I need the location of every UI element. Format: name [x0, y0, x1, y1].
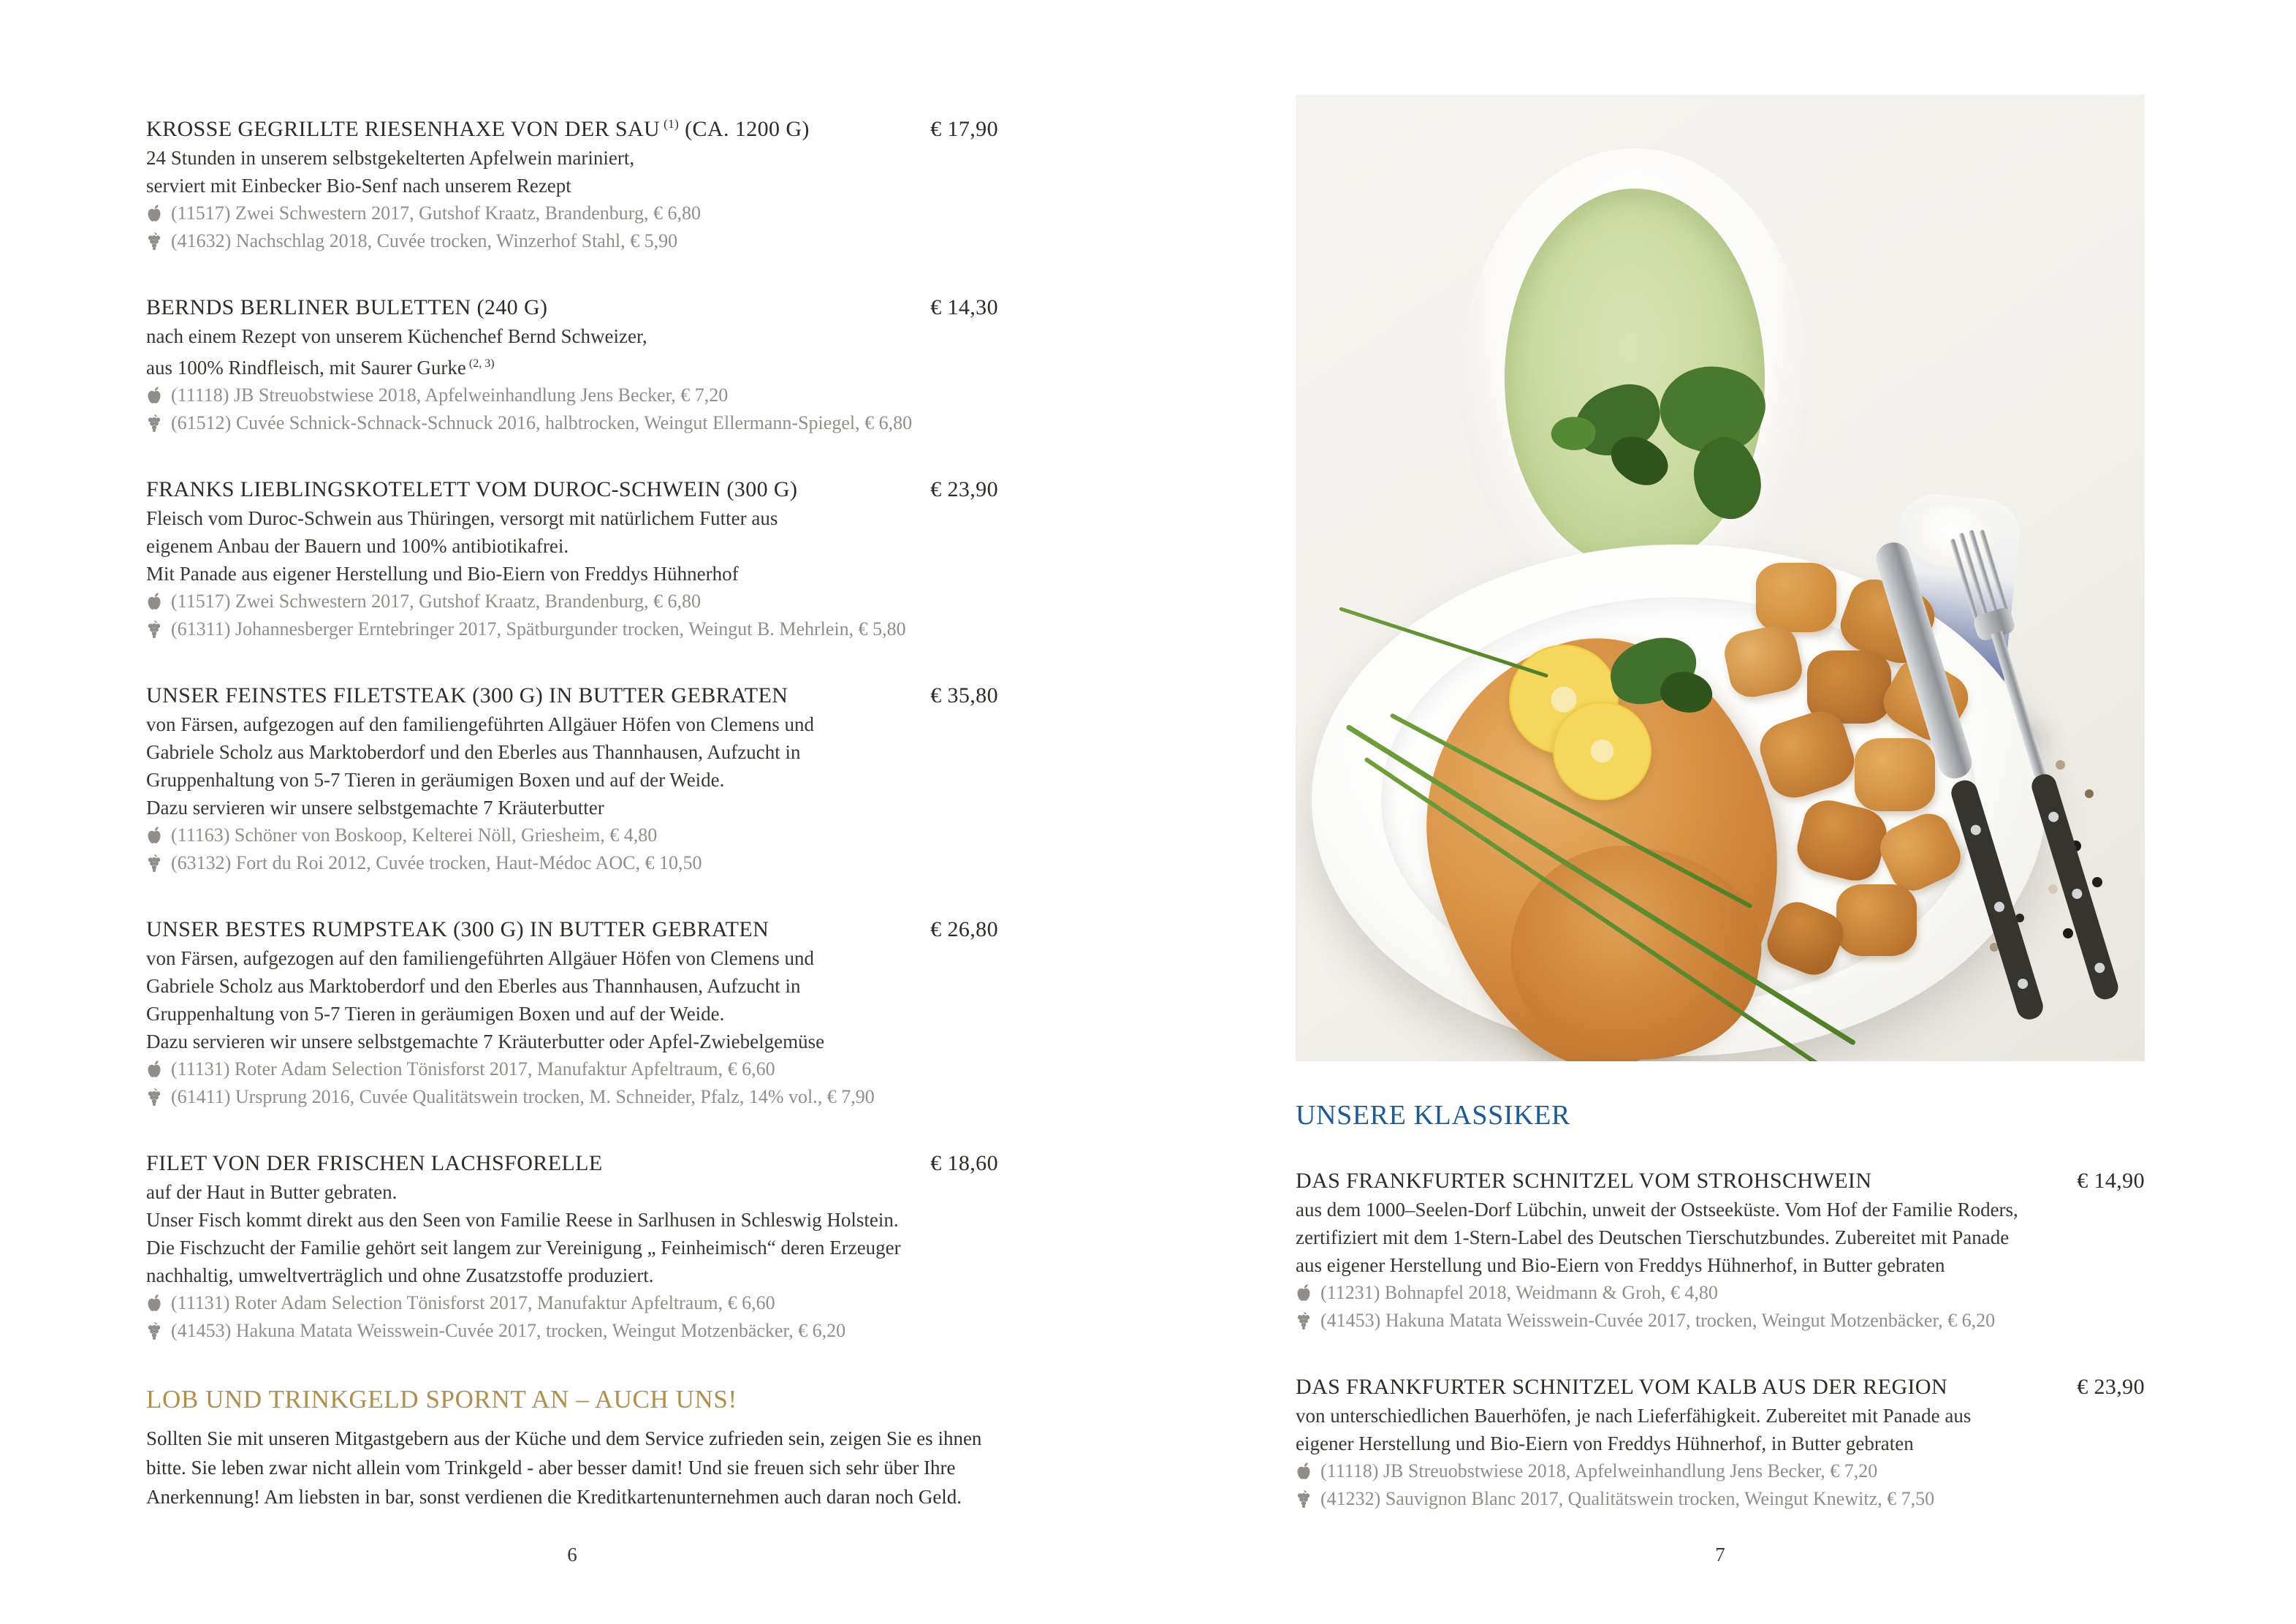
wine-pairing: [146, 615, 998, 643]
item-title-text: DAS FRANKFURTER SCHNITZEL VOM STROHSCHWEIN: [1296, 1169, 1872, 1193]
description-line: 24 Stunden in unserem selbstgekelterten Apfelwein mariniert,: [146, 147, 635, 169]
item-title-text: KROSSE GEGRILLTE RIESENHAXE VON DER SAU: [146, 117, 661, 141]
description-line: eigener Herstellung und Bio-Eiern von Freddys Hühnerhof, in Butter gebraten: [1296, 1433, 1914, 1454]
pairing-text: (61512) Cuvée Schnick-Schnack-Schnuck 2016, halbtrocken, Weingut Ellermann-Spiegel, € 6,80: [171, 412, 913, 433]
item-head: [146, 915, 998, 944]
dish-photo: [1296, 95, 2145, 1061]
description-line: von Färsen, aufgezogen auf den familiengeführten Allgäuer Höfen von Clemens und: [146, 713, 814, 735]
grapes-icon: [146, 413, 162, 433]
item-title-text: FILET VON DER FRISCHEN LACHSFORELLE: [146, 1151, 603, 1175]
pairing-text: (61411) Ursprung 2016, Cuvée Qualitätswein trocken, M. Schneider, Pfalz, 14% vol., € 7,90: [171, 1086, 875, 1107]
wine-pairing: [146, 409, 998, 437]
item-description: [146, 1178, 998, 1289]
item-head: [146, 681, 998, 710]
description-line: Fleisch vom Duroc-Schwein aus Thüringen, versorgt mit natürlichem Futter aus: [146, 507, 778, 529]
item-head: [146, 293, 998, 322]
grapes-icon: [146, 1321, 162, 1341]
item-price: € 35,80: [930, 683, 998, 707]
item-description: [1296, 1402, 2145, 1457]
item-price: € 23,90: [930, 477, 998, 501]
item-title: [146, 1149, 603, 1178]
item-title: [1296, 1166, 1871, 1196]
description-line: zertifiziert mit dem 1-Stern-Label des Deutschen Tierschutzbundes. Zubereitet mit Panade: [1296, 1226, 2010, 1248]
wine-pairing: [1296, 1485, 2145, 1513]
grapes-icon: [146, 853, 162, 873]
apple-icon: [1296, 1283, 1312, 1303]
menu-item: [146, 110, 998, 255]
item-title: [146, 915, 769, 944]
grapes-icon: [146, 619, 162, 640]
pairing-text: (11163) Schöner von Boskoop, Kelterei Nöll, Griesheim, € 4,80: [171, 824, 658, 846]
footnote-marker: (2, 3): [468, 357, 495, 370]
pairing-text: (11118) JB Streuobstwiese 2018, Apfelweinhandlung Jens Becker, € 7,20: [171, 384, 729, 406]
cider-pairing: [146, 588, 998, 615]
description-line: Gruppenhaltung von 5-7 Tieren in geräumigen Boxen und auf der Weide.: [146, 1003, 725, 1025]
pairing-text: (11131) Roter Adam Selection Tönisforst 2017, Manufaktur Apfeltraum, € 6,60: [171, 1058, 775, 1079]
item-title-weight: (CA. 1200 G): [685, 117, 810, 141]
description-line: von Färsen, aufgezogen auf den familiengeführten Allgäuer Höfen von Clemens und: [146, 947, 814, 969]
menu-item: [146, 681, 998, 877]
grapes-icon: [1296, 1310, 1312, 1331]
pairing-text: (11517) Zwei Schwestern 2017, Gutshof Kraatz, Brandenburg, € 6,80: [171, 591, 701, 612]
item-description: [146, 504, 998, 588]
pairing-text: (63132) Fort du Roi 2012, Cuvée trocken, Haut-Médoc AOC, € 10,50: [171, 852, 702, 873]
item-title: [1296, 1373, 1947, 1402]
description-line: Die Fischzucht der Familie gehört seit langem zur Vereinigung „ Feinheimisch“ deren Erzeuger: [146, 1237, 901, 1259]
item-price: € 14,90: [2077, 1169, 2145, 1193]
cider-pairing: [146, 1289, 998, 1317]
item-title-text: UNSER BESTES RUMPSTEAK (300 G) IN BUTTER GEBRATEN: [146, 917, 769, 941]
lemon-slice: [1553, 702, 1651, 800]
pairing-text: (41632) Nachschlag 2018, Cuvée trocken, Winzerhof Stahl, € 5,90: [171, 230, 678, 251]
wine-pairing: [146, 1317, 998, 1345]
menu-page-right: [1296, 95, 2145, 1551]
tip-note: [146, 1383, 998, 1511]
item-head: [146, 110, 998, 144]
item-title: [146, 475, 797, 504]
menu-page-left: [146, 110, 998, 1511]
description-line: Dazu servieren wir unsere selbstgemachte 7 Kräuterbutter oder Apfel-Zwiebelgemüse: [146, 1031, 825, 1052]
item-title: [146, 293, 547, 322]
item-description: [146, 144, 998, 200]
description-line: nachhaltig, umweltverträglich und ohne Zusatzstoffe produziert.: [146, 1264, 654, 1286]
item-description: [146, 710, 998, 822]
description-line: eigenem Anbau der Bauern und 100% antibiotikafrei.: [146, 535, 569, 557]
apple-icon: [146, 203, 162, 224]
apple-icon: [1296, 1461, 1312, 1481]
item-title-text: BERNDS BERLINER BULETTEN (240 G): [146, 295, 548, 319]
pairing-text: (41232) Sauvignon Blanc 2017, Qualitätswein trocken, Weingut Knewitz, € 7,50: [1320, 1488, 1935, 1509]
description-line: aus eigener Herstellung und Bio-Eiern von Freddys Hühnerhof, in Butter gebraten: [1296, 1254, 1945, 1276]
item-head: [146, 475, 998, 504]
item-description: [1296, 1196, 2145, 1279]
pairing-text: (11131) Roter Adam Selection Tönisforst 2017, Manufaktur Apfeltraum, € 6,60: [171, 1292, 775, 1313]
cider-pairing: [146, 822, 998, 849]
pairing-text: (11517) Zwei Schwestern 2017, Gutshof Kraatz, Brandenburg, € 6,80: [171, 202, 701, 224]
knife-blade: [1872, 539, 1976, 783]
item-price: € 26,80: [930, 917, 998, 941]
tip-line: Sollten Sie mit unseren Mitgastgebern aus der Küche und dem Service zufrieden sein, zeigen Sie es ihnen: [146, 1427, 982, 1449]
item-price: € 14,30: [930, 295, 998, 319]
pairing-text: (61311) Johannesberger Erntebringer 2017, Spätburgunder trocken, Weingut B. Mehrlein, € 5,80: [171, 618, 906, 640]
description-line: Dazu servieren wir unsere selbstgemachte 7 Kräuterbutter: [146, 797, 604, 819]
knife-handle: [1948, 777, 2046, 1022]
item-head: [1296, 1373, 2145, 1402]
item-title-text: FRANKS LIEBLINGSKOTELETT VOM DUROC-SCHWEIN (300 G): [146, 477, 798, 501]
description-line: von unterschiedlichen Bauerhöfen, je nach Lieferfähigkeit. Zubereitet mit Panade aus: [1296, 1405, 1972, 1427]
item-head: [1296, 1166, 2145, 1196]
pairing-text: (41453) Hakuna Matata Weisswein-Cuvée 2017, trocken, Weingut Motzenbäcker, € 6,20: [1320, 1310, 1996, 1331]
cider-pairing: [146, 200, 998, 227]
cider-pairing: [146, 1055, 998, 1083]
apple-icon: [146, 591, 162, 612]
menu-item: [1296, 1373, 2145, 1513]
description-line: Mit Panade aus eigener Herstellung und Bio-Eiern von Freddys Hühnerhof: [146, 563, 739, 585]
menu-item: [146, 1149, 998, 1345]
cider-pairing: [1296, 1279, 2145, 1307]
footnote-marker: (1): [664, 117, 680, 131]
description-line: serviert mit Einbecker Bio-Senf nach unserem Rezept: [146, 175, 571, 197]
menu-item: [146, 915, 998, 1111]
page-number-left: 6: [567, 1544, 577, 1566]
fork-handle: [2029, 771, 2121, 1002]
wine-pairing: [146, 227, 998, 255]
cider-pairing: [146, 382, 998, 409]
pairing-text: (41453) Hakuna Matata Weisswein-Cuvée 2017, trocken, Weingut Motzenbäcker, € 6,20: [171, 1320, 846, 1341]
wine-pairing: [1296, 1307, 2145, 1335]
description-line: Gruppenhaltung von 5-7 Tieren in geräumigen Boxen und auf der Weide.: [146, 769, 725, 791]
grapes-icon: [1296, 1489, 1312, 1509]
menu-item: [1296, 1166, 2145, 1335]
tip-line: bitte. Sie leben zwar nicht allein vom Trinkgeld - aber besser damit! Und sie freuen sich sehr über Ihre: [146, 1457, 956, 1479]
item-head: [146, 1149, 998, 1178]
cider-pairing: [1296, 1457, 2145, 1485]
grapes-icon: [146, 1087, 162, 1107]
section-heading: UNSERE KLASSIKER: [1296, 1100, 1570, 1131]
item-price: € 18,60: [930, 1151, 998, 1175]
apple-icon: [146, 1059, 162, 1079]
tip-heading: LOB UND TRINKGELD SPORNT AN – AUCH UNS!: [146, 1385, 737, 1414]
tip-line: Anerkennung! Am liebsten in bar, sonst verdienen die Kreditkartenunternehmen auch daran noch Geld.: [146, 1486, 962, 1508]
menu-item: [146, 475, 998, 643]
item-price: € 23,90: [2077, 1375, 2145, 1399]
description-line: Gabriele Scholz aus Marktoberdorf und den Eberles aus Thannhausen, Aufzucht in: [146, 975, 801, 997]
page-number-right: 7: [1715, 1544, 1725, 1566]
pairing-text: (11118) JB Streuobstwiese 2018, Apfelweinhandlung Jens Becker, € 7,20: [1320, 1460, 1878, 1481]
item-description: [146, 322, 998, 382]
item-price: € 17,90: [930, 117, 998, 141]
description-line: nach einem Rezept von unserem Küchenchef Bernd Schweizer,: [146, 325, 647, 347]
item-title-text: UNSER FEINSTES FILETSTEAK (300 G) IN BUTTER GEBRATEN: [146, 683, 788, 707]
apple-icon: [146, 385, 162, 406]
item-title-text: DAS FRANKFURTER SCHNITZEL VOM KALB AUS DER REGION: [1296, 1375, 1948, 1399]
description-line: Unser Fisch kommt direkt aus den Seen von Familie Reese in Sarlhusen in Schleswig Holstein.: [146, 1209, 899, 1231]
menu-item: [146, 293, 998, 437]
apple-icon: [146, 1293, 162, 1313]
apple-icon: [146, 825, 162, 846]
item-title: [146, 110, 810, 144]
grapes-icon: [146, 231, 162, 251]
description-line: aus dem 1000–Seelen-Dorf Lübchin, unweit der Ostseeküste. Vom Hof der Familie Roders,: [1296, 1199, 2018, 1221]
wine-pairing: [146, 849, 998, 877]
knife-and-fork: [1880, 504, 2145, 1061]
item-title: [146, 681, 788, 710]
description-line: Gabriele Scholz aus Marktoberdorf und den Eberles aus Thannhausen, Aufzucht in: [146, 741, 801, 763]
pairing-text: (11231) Bohnapfel 2018, Weidmann & Groh, € 4,80: [1320, 1282, 1718, 1303]
description-line: aus 100% Rindfleisch, mit Saurer Gurke $^{(2, 3)}$: [146, 357, 495, 379]
description-line: auf der Haut in Butter gebraten.: [146, 1181, 398, 1203]
wine-pairing: [146, 1083, 998, 1111]
item-description: [146, 944, 998, 1055]
